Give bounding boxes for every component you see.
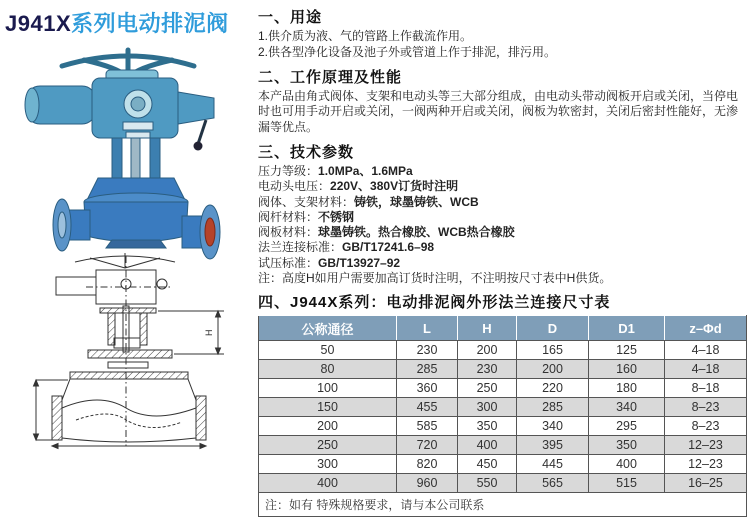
table-cell: 395 xyxy=(517,436,589,455)
section-tech xyxy=(258,141,746,286)
table-cell: 250 xyxy=(458,379,517,398)
table-column-header: z–Φd xyxy=(665,316,747,341)
table-cell: 16–25 xyxy=(665,474,747,493)
table-cell: 400 xyxy=(458,436,517,455)
table-cell: 150 xyxy=(259,398,397,417)
table-row xyxy=(259,360,747,379)
section-dims xyxy=(258,291,746,517)
table-cell: 200 xyxy=(517,360,589,379)
table-cell: 285 xyxy=(517,398,589,417)
table-cell: 165 xyxy=(517,341,589,360)
tech-param-label: 法兰连接标准： xyxy=(258,240,343,255)
table-row xyxy=(259,436,747,455)
tech-param-line xyxy=(258,195,746,210)
table-note-row xyxy=(259,493,747,517)
table-cell: 200 xyxy=(259,417,397,436)
section-dims-heading: 四、J944X系列：电动排泥阀外形法兰连接尺寸表 xyxy=(258,294,611,312)
table-cell: 230 xyxy=(458,360,517,379)
tech-param-label: 阀板材料： xyxy=(258,225,319,240)
table-cell: 295 xyxy=(589,417,665,436)
table-cell: 8–23 xyxy=(665,417,747,436)
table-cell: 550 xyxy=(458,474,517,493)
table-cell: 820 xyxy=(397,455,458,474)
table-cell: 12–23 xyxy=(665,436,747,455)
table-cell: 100 xyxy=(259,379,397,398)
tech-param-line xyxy=(258,256,746,271)
table-cell: 720 xyxy=(397,436,458,455)
principle-text: 本产品由角式阀体、支架和电动头等三大部分组成，由电动头带动阀板开启或关闭，当停电时也可用手动开启或关闭，一阀两种开启或关闭，阀板为软密封，关闭后密封性能好，无渗漏等优点。 xyxy=(258,88,739,135)
section-usage xyxy=(258,6,746,61)
tech-param-line xyxy=(258,164,746,179)
content-column xyxy=(258,6,746,522)
table-cell: 80 xyxy=(259,360,397,379)
usage-line-1: 1.供介质为液、气的管路上作截流作用。 xyxy=(258,29,473,43)
tech-param-line xyxy=(258,210,746,225)
tech-param-value: 铸铁，球墨铸铁、WCB xyxy=(354,194,479,209)
table-header-row xyxy=(259,316,747,341)
tech-param-line xyxy=(258,271,746,286)
tech-param-value: 高度H如用户需要加高订货时注明，不注明按尺寸表中H供货。 xyxy=(282,270,612,285)
table-cell: 4–18 xyxy=(665,341,747,360)
drawing-dim-label-h: H xyxy=(204,329,214,336)
table-cell: 565 xyxy=(517,474,589,493)
table-column-header: H xyxy=(458,316,517,341)
table-cell: 360 xyxy=(397,379,458,398)
table-row xyxy=(259,474,747,493)
table-cell: 340 xyxy=(517,417,589,436)
valve-photo xyxy=(0,38,256,250)
valve-drawing xyxy=(0,250,256,450)
table-column-header: D1 xyxy=(589,316,665,341)
valve-drawing-graphic xyxy=(0,250,256,450)
table-cell: 350 xyxy=(589,436,665,455)
table-cell: 4–18 xyxy=(665,360,747,379)
table-row xyxy=(259,455,747,474)
section-principle xyxy=(258,66,746,136)
tech-param-label: 阀体、支架材料： xyxy=(258,194,355,209)
table-cell: 12–23 xyxy=(665,455,747,474)
table-column-header: D xyxy=(517,316,589,341)
table-cell: 125 xyxy=(589,341,665,360)
table-column-header: 公称通径 xyxy=(259,316,397,341)
usage-line-2: 2.供各型净化设备及池子外或管道上作于排泥，排污用。 xyxy=(258,44,557,59)
table-body xyxy=(259,341,747,493)
table-cell: 400 xyxy=(259,474,397,493)
table-cell: 160 xyxy=(589,360,665,379)
table-cell: 8–18 xyxy=(665,379,747,398)
table-cell: 300 xyxy=(259,455,397,474)
table-cell: 230 xyxy=(397,341,458,360)
table-cell: 400 xyxy=(589,455,665,474)
table-cell: 340 xyxy=(589,398,665,417)
tech-param-value: GB/T17241.6–98 xyxy=(342,240,435,255)
table-cell: 8–23 xyxy=(665,398,747,417)
section-principle-heading: 二、工作原理及性能 xyxy=(258,68,403,86)
tech-param-label: 注： xyxy=(258,270,283,285)
valve-photo-graphic xyxy=(0,38,256,250)
tech-param-value: 220V、380V订货时注明 xyxy=(330,179,459,194)
section-usage-heading: 一、用途 xyxy=(258,9,323,26)
table-cell: 285 xyxy=(397,360,458,379)
tech-param-value: GB/T13927–92 xyxy=(318,255,401,270)
table-cell: 515 xyxy=(589,474,665,493)
tech-param-label: 压力等级： xyxy=(258,164,319,179)
tech-param-label: 试压标准： xyxy=(258,255,319,270)
table-cell: 200 xyxy=(458,341,517,360)
table-cell: 220 xyxy=(517,379,589,398)
dimension-table xyxy=(258,315,747,517)
tech-param-value: 不锈钢 xyxy=(318,209,355,224)
tech-param-label: 电动头电压： xyxy=(258,179,331,194)
table-row xyxy=(259,379,747,398)
image-column xyxy=(0,36,256,452)
tech-param-label: 阀杆材料： xyxy=(258,209,319,224)
tech-param-value: 球墨铸铁。热合橡胶、WCB热合橡胶 xyxy=(318,225,515,240)
table-cell: 455 xyxy=(397,398,458,417)
table-row xyxy=(259,398,747,417)
tech-params xyxy=(258,164,746,286)
table-column-header: L xyxy=(397,316,458,341)
table-cell: 350 xyxy=(458,417,517,436)
table-cell: 585 xyxy=(397,417,458,436)
table-cell: 50 xyxy=(259,341,397,360)
table-cell: 450 xyxy=(458,455,517,474)
table-cell: 250 xyxy=(259,436,397,455)
table-cell: 960 xyxy=(397,474,458,493)
tech-param-line xyxy=(258,179,746,194)
section-tech-heading: 三、技术参数 xyxy=(258,144,355,162)
tech-param-value: 1.0MPa、1.6MPa xyxy=(318,164,413,179)
table-cell: 180 xyxy=(589,379,665,398)
table-cell: 445 xyxy=(517,455,589,474)
page-title xyxy=(5,7,229,38)
table-row xyxy=(259,341,747,360)
table-note: 注：如有 特殊规格要求，请与本公司联系 xyxy=(259,493,747,517)
tech-param-line xyxy=(258,240,746,255)
title-series-text: 系列电动排泥阀 xyxy=(71,11,229,36)
tech-param-line xyxy=(258,225,746,240)
table-row xyxy=(259,417,747,436)
table-cell: 300 xyxy=(458,398,517,417)
title-model-code: J941X xyxy=(5,11,72,36)
